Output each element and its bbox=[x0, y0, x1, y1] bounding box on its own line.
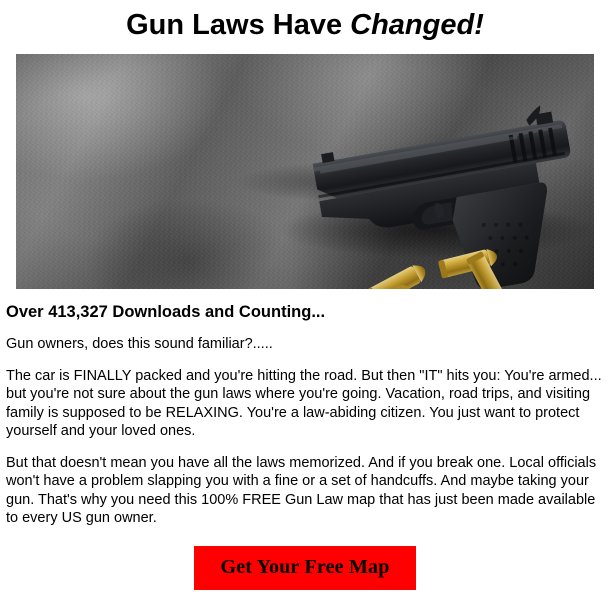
intro-paragraph: Gun owners, does this sound familiar?..... bbox=[6, 335, 604, 354]
page-title bbox=[0, 6, 610, 44]
hero-image bbox=[16, 54, 594, 289]
promo-page bbox=[0, 6, 610, 612]
headline-text: Gun Laws Have bbox=[126, 9, 350, 41]
offer-paragraph: But that doesn't mean you have all the laws memorized. And if you break one. Local officials won't have a problem slapping you with a fine or a set of handcuffs. And maybe taking your gun. That's why you need this 100% FREE Gun Law map that has just been made available to every US gun owner. bbox=[6, 454, 604, 528]
downloads-subheading: Over 413,327 Downloads and Counting... bbox=[6, 303, 610, 322]
headline-emphasis: Changed! bbox=[350, 9, 484, 41]
hero-vignette bbox=[16, 54, 594, 289]
story-paragraph: The car is FINALLY packed and you're hitting the road. But then "IT" hits you: You're armed... but you're not sure about the gun laws where you're going. Vacation, road trips, and visiting family is supposed to be RELAXING. You're a law-abiding citizen. You just want to protect yourself and your loved ones. bbox=[6, 367, 604, 441]
get-free-map-button[interactable]: Get Your Free Map bbox=[194, 546, 415, 590]
cta-container bbox=[0, 546, 610, 590]
